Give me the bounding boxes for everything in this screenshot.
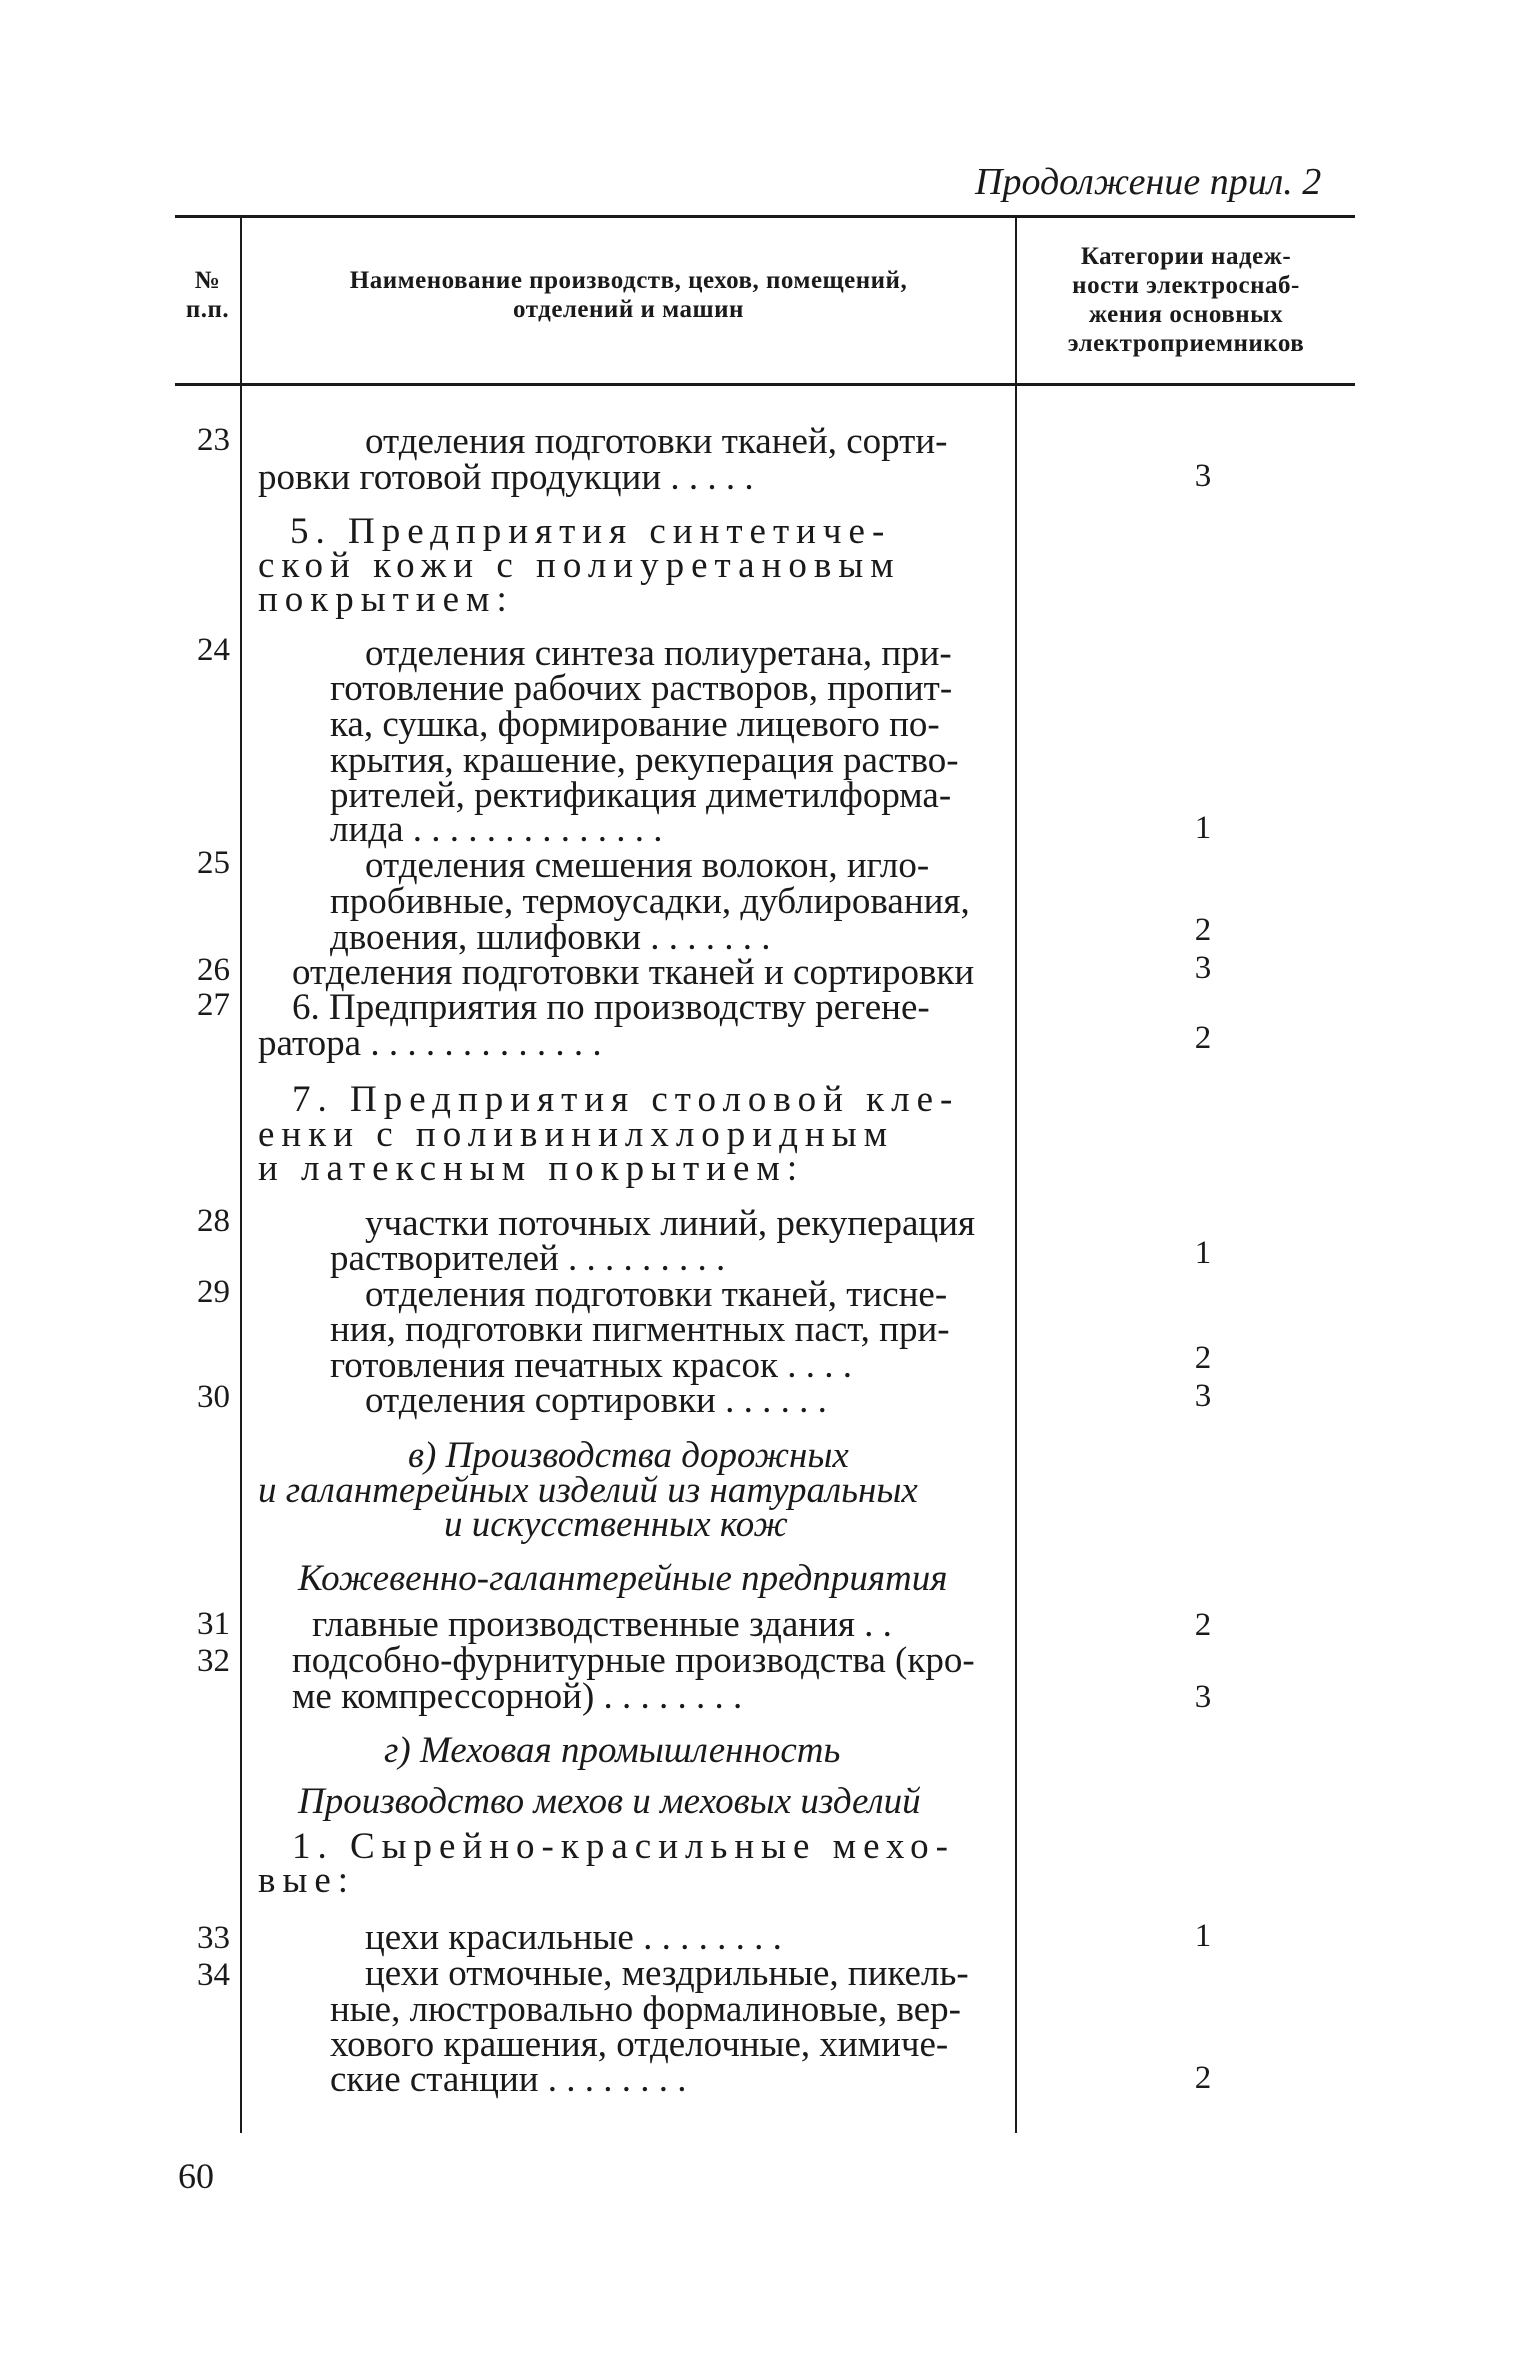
text-line: ные, люстровально формалиновые, вер- [330,1989,961,2030]
text-line: участки поточных линий, рекуперация [365,1203,976,1244]
text-line: рителей, ректификация диметилформа- [330,775,952,816]
text-line: хового крашения, отделочные, химиче- [330,2024,949,2065]
text-line: двоения, шлифовки . . . . . . . [330,917,771,958]
category-value: 1 [1194,810,1212,846]
header-num-line1: № [194,267,221,294]
category-value: 2 [1194,2060,1212,2096]
section-heading: 5. Предприятия синтетиче- [290,511,892,552]
header-col-num [175,266,240,324]
subsection-title: и искусственных кож [444,1504,788,1545]
header-col-category [1017,242,1355,358]
text-line: цехи красильные . . . . . . . . [365,1917,782,1958]
text-line: ские станции . . . . . . . . [330,2059,687,2100]
continuation-label: Продолжение прил. 2 [975,161,1322,203]
header-col-name [242,266,1015,324]
category-value: 3 [1194,1378,1212,1414]
header-cat-line4: электроприемников [1067,330,1305,357]
category-value: 3 [1194,950,1212,986]
text-line: отделения сортировки . . . . . . [365,1380,827,1421]
row-number: 25 [197,845,230,881]
section-heading: 7. Предприятия столовой кле- [292,1079,960,1120]
text-line: ния, подготовки пигментных паст, при- [330,1309,950,1350]
section-heading: и латексным покрытием: [258,1148,805,1189]
column-divider-1 [240,218,242,2133]
column-divider-2 [1015,218,1017,2133]
text-line: ратора . . . . . . . . . . . . . [258,1023,602,1064]
row-number: 31 [197,1606,230,1642]
category-value: 2 [1194,912,1212,948]
row-number: 34 [197,1957,230,1993]
header-cat-line1: Категории надеж- [1080,243,1292,270]
section-heading: покрытием: [258,579,514,620]
text-line: подсобно-фурнитурные производства (кро- [292,1640,975,1681]
header-num-line2: п.п. [185,296,230,323]
category-value: 3 [1194,458,1212,494]
text-line: пробивные, термоусадки, дублирования, [330,881,970,922]
text-line: отделения синтеза полиуретана, при- [365,633,952,674]
row-number: 32 [197,1643,230,1679]
row-number: 26 [197,952,230,988]
text-line: лида . . . . . . . . . . . . . . [330,809,663,850]
text-line: отделения подготовки тканей, сорти- [365,421,948,462]
subsection-title: в) Производства дорожных [408,1435,849,1476]
section-heading: ской кожи с полиуретановым [258,545,901,586]
text-line: растворителей . . . . . . . . . [330,1238,726,1279]
subsection-title: г) Меховая промышленность [384,1730,841,1771]
header-bottom-rule [175,383,1355,386]
subsection-title: Кожевенно-галантерейные предприятия [298,1558,948,1599]
text-line: отделения подготовки тканей и сортировки [292,952,975,993]
text-line: ка, сушка, формирование лицевого по- [330,704,940,745]
section-heading: 1. Сырейно-красильные мехо- [292,1826,955,1867]
subsection-title: и галантерейных изделий из натуральных [258,1470,918,1511]
header-name-line1: Наименование производств, цехов, помещений, [349,267,908,294]
row-number: 33 [197,1920,230,1956]
text-line: цехи отмочные, мездрильные, пикель- [365,1953,969,1994]
text-line: отделения подготовки тканей, тисне- [365,1274,948,1315]
header-cat-line3: жения основных [1088,301,1284,328]
row-number: 27 [197,987,230,1023]
row-number: 29 [197,1274,230,1310]
text-line: готовление рабочих растворов, пропит- [330,668,953,709]
section-heading: вые: [258,1860,356,1901]
category-value: 1 [1194,1235,1212,1271]
subsection-title: Производство мехов и меховых изделий [298,1781,921,1822]
top-rule [175,215,1355,218]
header-name-line2: отделений и машин [513,296,744,323]
text-line: ровки готовой продукции . . . . . [258,457,754,498]
text-line: отделения смешения волокон, игло- [365,845,930,886]
row-number: 24 [197,632,230,668]
section-heading: енки с поливинилхлоридным [258,1114,895,1155]
text-line: крытия, крашение, рекуперация раство- [330,740,959,781]
row-number: 30 [197,1379,230,1415]
category-value: 2 [1194,1607,1212,1643]
category-value: 1 [1194,1918,1212,1954]
text-line: ме компрессорной) . . . . . . . . [292,1676,743,1717]
text-line: главные производственные здания . . [312,1604,892,1645]
row-number: 28 [197,1203,230,1239]
text-line: готовления печатных красок . . . . [330,1345,852,1386]
category-value: 2 [1194,1340,1212,1376]
category-value: 2 [1194,1020,1212,1056]
header-cat-line2: ности электроснаб- [1072,272,1300,299]
category-value: 3 [1194,1679,1212,1715]
text-line: 6. Предприятия по производству регене- [292,987,930,1028]
page-number: 60 [178,2156,214,2196]
row-number: 23 [197,422,230,458]
